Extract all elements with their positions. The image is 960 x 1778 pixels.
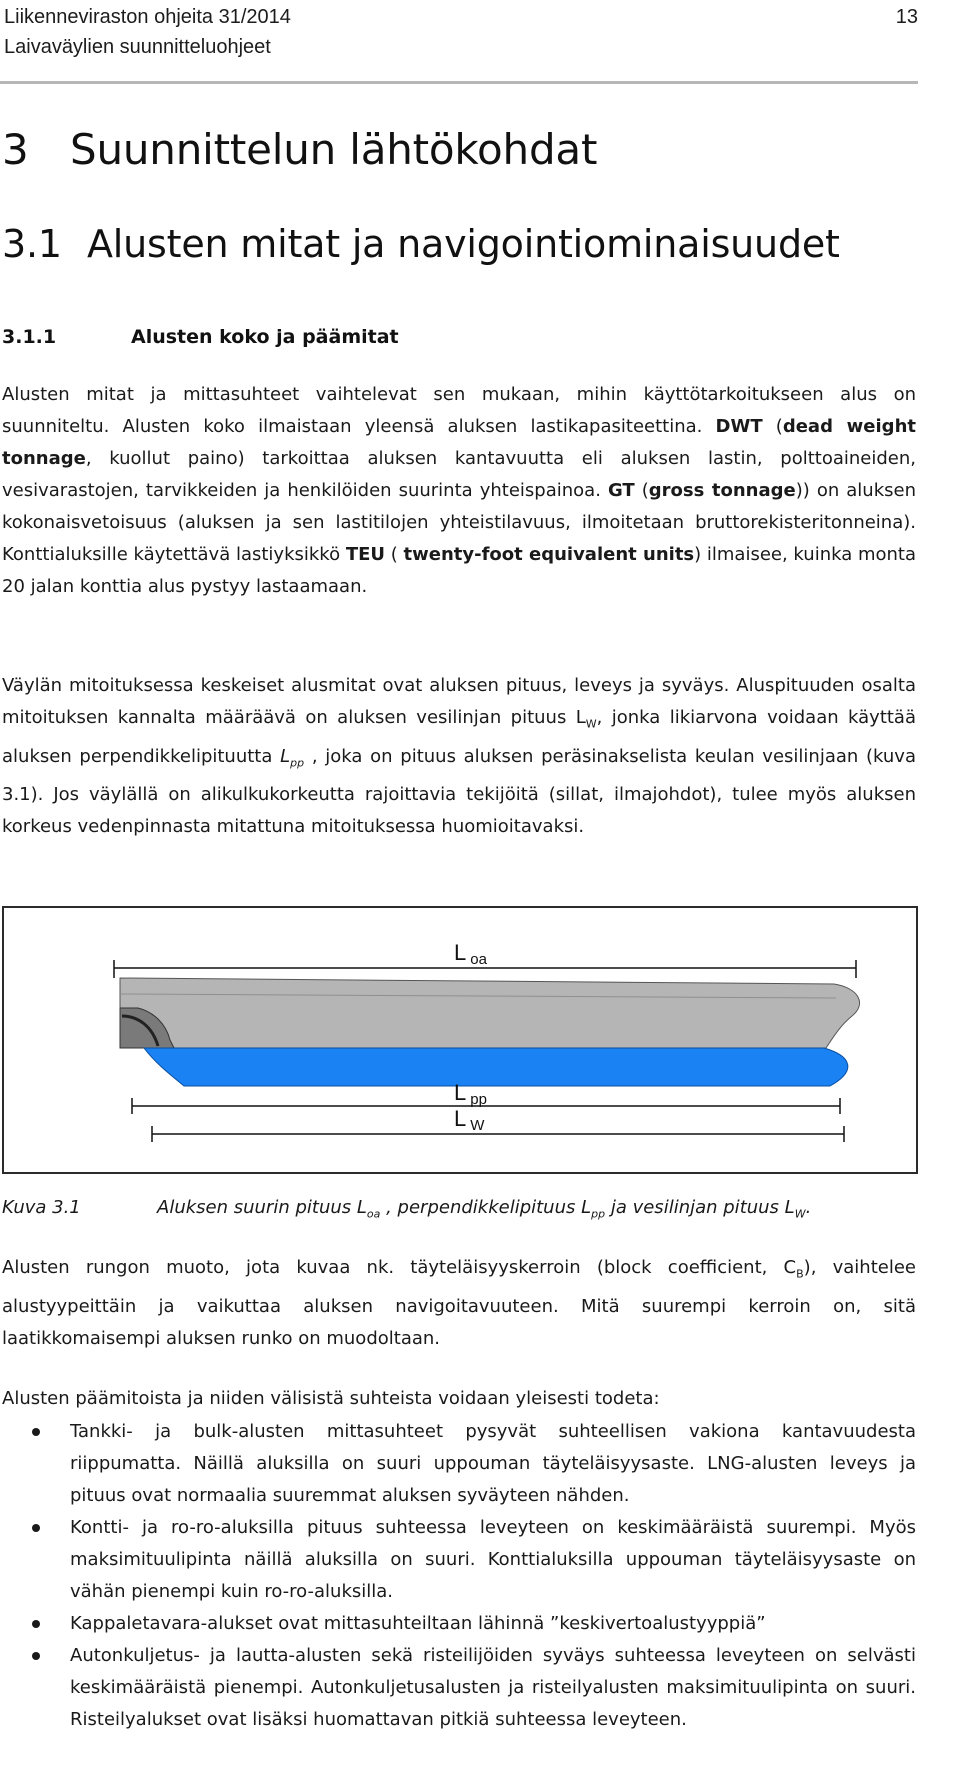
caption-text: ja vesilinjan pituus L <box>605 1197 795 1218</box>
text-run: Alusten mitat ja mittasuhteet vaihtelevat sen mukaan, mihin käyttötarkoitukseen alus on suunniteltu. Alusten koko ilmaistaan yleensä aluksen lastikapasiteettina. <box>2 384 916 437</box>
label-lw-main: L <box>454 1106 467 1131</box>
term-teu-expansion: twenty-foot equivalent units <box>403 544 695 565</box>
publication-subtitle: Laivaväylien suunnitteluohjeet <box>4 36 271 58</box>
hull-underwater <box>144 1048 848 1086</box>
caption-text: Aluksen suurin pituus L <box>157 1197 367 1218</box>
text-run: Väylän mitoituksessa keskeiset alusmitat ovat aluksen pituus, leveys ja syväys. Aluspituuden osalta mitoituksen kannalta määräävä on aluksen vesilinjan pituus L <box>2 675 916 728</box>
subsection-number: 3.1.1 <box>2 326 57 348</box>
list-item-text: Kappaletavara-alukset ovat mittasuhteiltaan lähinnä ”keskivertoalustyyppiä” <box>70 1613 766 1634</box>
caption-text: . <box>805 1197 812 1218</box>
list-item <box>2 1640 916 1736</box>
section-number: 3.1 <box>2 222 62 266</box>
list-item-text: Kontti- ja ro-ro-aluksilla pituus suhteessa leveyteen on keskimääräistä suurempi. Myös maksimituulipinta näillä aluksilla on suuri. Konttialuksilla uppouman täyteläisyysaste on vähän pienempi kuin ro-ro-aluksilla. <box>70 1517 916 1602</box>
hull-above-water <box>120 978 860 1048</box>
text-run: ), vaihtelee alustyypeittäin ja vaikuttaa aluksen navigoitavuuteen. Mitä suurempi kerroin on, sitä laatikkomaisempi aluksen runko on muodoltaan. <box>2 1257 916 1349</box>
label-lw-sub: W <box>470 1117 485 1134</box>
bullet-icon <box>32 1620 40 1628</box>
chapter-heading <box>2 122 597 178</box>
caption-sub-pp: pp <box>591 1207 606 1221</box>
paragraph-general-notes: Alusten päämitoista ja niiden välisistä suhteista voidaan yleisesti todeta: <box>2 1388 660 1409</box>
list-item <box>2 1416 916 1512</box>
bullet-icon <box>32 1428 40 1436</box>
paragraph-design-dimensions <box>2 670 916 843</box>
list-item <box>2 1608 916 1640</box>
chapter-title: Suunnittelun lähtökohdat <box>70 125 598 174</box>
subscript-w: W <box>585 717 597 731</box>
ship-diagram <box>4 908 916 1172</box>
bullet-icon <box>32 1652 40 1660</box>
term-teu: TEU <box>345 544 386 565</box>
caption-sub-w: W <box>794 1207 806 1221</box>
figure-caption <box>2 1192 916 1231</box>
caption-label: Kuva 3.1 <box>2 1197 81 1218</box>
header-divider <box>0 81 918 84</box>
section-title: Alusten mitat ja navigointiominaisuudet <box>87 222 840 266</box>
label-lw <box>454 1106 485 1134</box>
label-lpp-main: L <box>454 1080 467 1105</box>
section-heading <box>2 218 840 270</box>
term-dwt-expansion: dead weight tonnage <box>2 416 916 469</box>
label-lpp-sub: pp <box>470 1091 487 1108</box>
symbol-lpp: L <box>280 745 291 767</box>
vessel-type-list <box>2 1416 916 1736</box>
subsection-heading <box>2 323 399 351</box>
text-run: ( <box>634 480 649 501</box>
paragraph-vessel-size <box>2 379 916 603</box>
label-loa-main: L <box>454 940 467 965</box>
subsection-title: Alusten koko ja päämitat <box>131 326 399 348</box>
bullet-icon <box>32 1524 40 1532</box>
page-number: 13 <box>895 6 918 28</box>
caption-sub-oa: oa <box>366 1207 381 1221</box>
subscript-pp: pp <box>290 756 305 770</box>
term-gt: GT <box>607 480 635 501</box>
text-run: , jonka likiarvona voidaan käyttää aluksen perpendikkelipituutta <box>2 707 916 767</box>
text-run: ) ilmaisee, kuinka monta 20 jalan konttia alus pystyy lastaamaan. <box>2 544 917 597</box>
list-item-text: Tankki- ja bulk-alusten mittasuhteet pysyvät suhteellisen vakiona kantavuudesta riippumatta. Näillä aluksilla on suuri uppouman täyteläisyysaste. LNG-alusten leveys ja pituus ovat normaalia suuremmat aluksen syväyteen nähden. <box>70 1421 916 1506</box>
publication-title: Liikenneviraston ohjeita 31/2014 <box>4 6 291 28</box>
text-run: )) on aluksen kokonaisvetoisuus (aluksen ja sen lastitilojen yhteistilavuus, ilmoitetaan bruttorekisteritonneina). Konttialuksille käytettävä lastiyksikkö <box>2 480 916 565</box>
paragraph-block-coefficient <box>2 1252 916 1355</box>
text-run: ( <box>385 544 404 565</box>
label-loa-sub: oa <box>470 951 487 968</box>
list-item <box>2 1512 916 1608</box>
list-item-text: Autonkuljetus- ja lautta-alusten sekä risteilijöiden syväys suhteessa leveyteen on selvästi keskimääräistä pienempi. Autonkuljetusalusten ja risteilyalusten maksimituulipinta on suuri. Risteilyalukset ovat lisäksi huomattavan pitkiä suhteessa leveyteen. <box>70 1645 916 1730</box>
caption-text: , perpendikkelipituus L <box>380 1197 592 1218</box>
chapter-number: 3 <box>2 125 29 174</box>
term-dwt: DWT <box>715 416 763 437</box>
text-run: Alusten rungon muoto, jota kuvaa nk. täyteläisyyskerroin (block coefficient, C <box>2 1257 797 1278</box>
term-gt-expansion: gross tonnage <box>648 480 796 501</box>
ship-length-figure <box>2 906 918 1174</box>
text-run: , kuollut paino) tarkoittaa aluksen kantavuutta eli aluksen lastin, polttoaineiden, vesivarastojen, tarvikkeiden ja henkilöiden suurinta yhteispainoa. <box>2 448 916 501</box>
text-run: ( <box>762 416 783 437</box>
subscript-b: B <box>796 1267 804 1281</box>
text-run: , joka on pituus aluksen peräsinakselista keulan vesilinjaan (kuva 3.1). Jos väylällä on alikulkukorkeutta rajoittavia tekijöitä (sillat, ilmajohdot), tulee myös aluksen korkeus vedenpinnasta mitattuna mitoituksessa huomioitavaksi. <box>2 745 916 838</box>
running-header <box>4 2 918 62</box>
label-loa <box>454 940 488 968</box>
